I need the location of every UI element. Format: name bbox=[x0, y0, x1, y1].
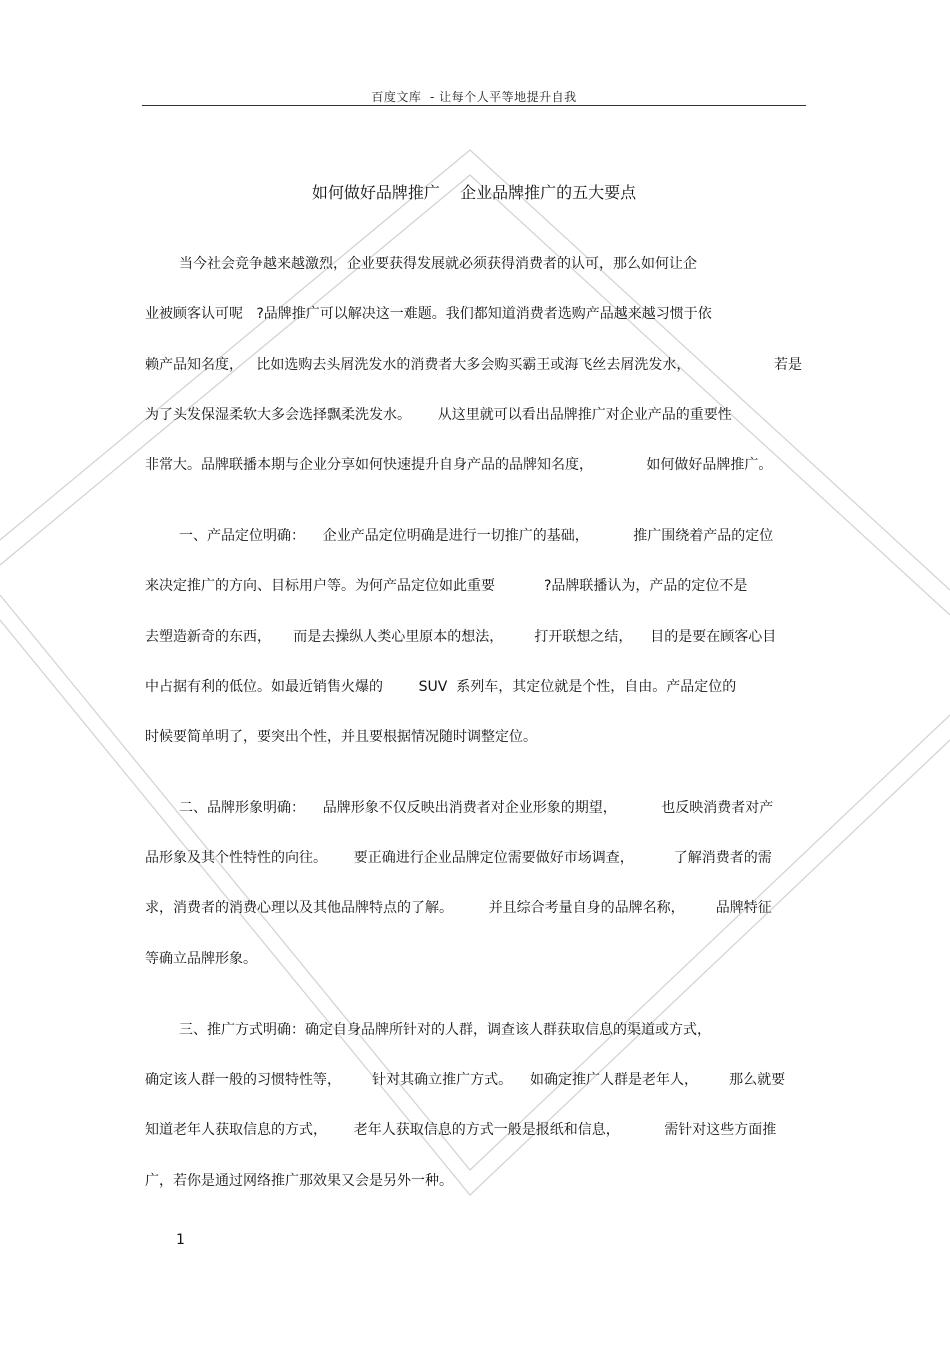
section1-line-2: 来决定推广的方向、目标用户等。为何产品定位如此重要 ?品牌联播认为，产品的定位不是 bbox=[145, 578, 748, 594]
intro-line-4: 为了头发保湿柔软大多会选择飘柔洗发水。 从这里就可以看出品牌推广对企业产品的重要性 bbox=[145, 407, 732, 423]
page-header: 百度文库 - 让每个人平等地提升自我 bbox=[371, 90, 577, 104]
section1-line-5: 时候要简单明了，要突出个性，并且要根据情况随时调整定位。 bbox=[145, 729, 537, 745]
section2-line-2: 品形象及其个性特性的向往。 要正确进行企业品牌定位需要做好市场调查， 了解消费者的需 bbox=[145, 850, 772, 866]
section3-line-2: 确定该人群一般的习惯特性等， 针对其确立推广方式。 如确定推广人群是老年人， 那么就要 bbox=[145, 1072, 786, 1088]
section2-line-4: 等确立品牌形象。 bbox=[145, 951, 257, 967]
section1-line-1: 一、产品定位明确： 企业产品定位明确是进行一切推广的基础， 推广围绕着产品的定位 bbox=[179, 528, 774, 544]
intro-line-5: 非常大。品牌联播本期与企业分享如何快速提升自身产品的品牌知名度， 如何做好品牌推广。 bbox=[145, 457, 773, 473]
header-divider bbox=[142, 105, 806, 106]
section2-line-1: 二、品牌形象明确： 品牌形象不仅反映出消费者对企业形象的期望， 也反映消费者对产 bbox=[179, 800, 774, 816]
page-number: 1 bbox=[176, 1232, 185, 1248]
document-title: 如何做好品牌推广 企业品牌推广的五大要点 bbox=[311, 183, 637, 202]
intro-line-3: 赖产品知名度， 比如选购去头屑洗发水的消费者大多会购买霸王或海飞丝去屑洗发水， bbox=[145, 357, 691, 373]
section1-line-4: 中占据有利的低位。如最近销售火爆的 SUV 系列车，其定位就是个性，自由。产品定位的 bbox=[145, 679, 737, 695]
section1-line-3: 去塑造新奇的东西， 而是去操纵人类心里原本的想法， 打开联想之结， 目的是要在顾客心目 bbox=[145, 629, 777, 645]
intro-line-3-end: 若是 bbox=[774, 357, 802, 373]
section3-line-4: 广，若你是通过网络推广那效果又会是另外一种。 bbox=[145, 1173, 453, 1189]
section3-line-1: 三、推广方式明确：确定自身品牌所针对的人群，调查该人群获取信息的渠道或方式， bbox=[179, 1022, 711, 1038]
intro-line-2: 业被顾客认可呢 ?品牌推广可以解决这一难题。我们都知道消费者选购产品越来越习惯于依 bbox=[145, 306, 712, 322]
section2-line-3: 求，消费者的消费心理以及其他品牌特点的了解。 并且综合考量自身的品牌名称， 品牌特征 bbox=[145, 900, 772, 916]
section3-line-3: 知道老年人获取信息的方式， 老年人获取信息的方式一般是报纸和信息， 需针对这些方面推 bbox=[145, 1122, 777, 1138]
intro-line-1: 当今社会竞争越来越激烈，企业要获得发展就必须获得消费者的认可，那么如何让企 bbox=[179, 256, 697, 272]
